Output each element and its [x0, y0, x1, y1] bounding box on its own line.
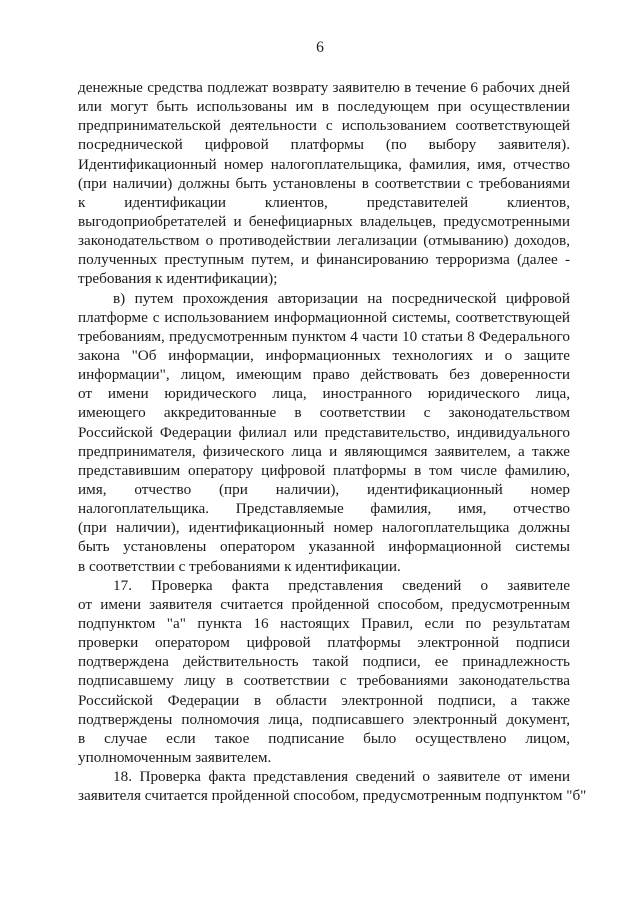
text-line: заявителя считается пройденной способом, предусмотренным подпунктом "б" — [78, 787, 587, 805]
text-line: подтверждены полномочия лица, подписавшего электронный документ, — [78, 710, 570, 728]
text-line: в соответствии с требованиями к идентификации. — [78, 557, 401, 575]
text-line: имя, отчество (при наличии), идентификационный номер — [78, 480, 570, 498]
text-line: или могут быть использованы им в последующем при осуществлении — [78, 98, 570, 116]
document-body — [78, 78, 587, 805]
text-line: (при наличии), идентификационный номер налогоплательщика должны — [78, 519, 570, 537]
text-line: выгодоприобретателей и бенефициарных владельцев, предусмотренными — [78, 212, 570, 230]
text-line: в случае если такое подписание было осуществлено лицом, — [78, 729, 570, 747]
text-line: требованиям, предусмотренным пунктом 4 части 10 статьи 8 Федерального — [78, 327, 570, 345]
text-line: проверки оператором цифровой платформы электронной подписи — [78, 634, 570, 652]
text-line: к идентификации клиентов, представителей клиентов, — [78, 193, 570, 211]
text-line: требования к идентификации); — [78, 270, 278, 288]
text-line: предпринимательской деятельности с использованием соответствующей — [78, 117, 570, 135]
text-line: Российской Федерации филиал или представительство, индивидуального — [78, 423, 570, 441]
text-line: полученных преступным путем, и финансированию терроризма (далее - — [78, 251, 570, 269]
text-line: налогоплательщика. Представляемые фамилия, имя, отчество — [78, 500, 570, 518]
text-line: денежные средства подлежат возврату заявителю в течение 6 рабочих дней — [78, 79, 570, 96]
text-line: посреднической цифровой платформы (по выбору заявителя). — [78, 136, 570, 154]
text-line: предпринимателя, физического лица и являющимся заявителем, а также — [78, 442, 570, 460]
text-line: информации", лицом, имеющим право действовать без доверенности — [78, 366, 570, 384]
text-line: имеющего аккредитованные в соответствии с законодательством — [78, 404, 570, 422]
text-line: в) путем прохождения авторизации на посреднической цифровой — [113, 289, 570, 307]
text-line: закона "Об информации, информационных технологиях и о защите — [78, 346, 570, 364]
text-line: представившим оператору цифровой платформы в том числе фамилию, — [78, 461, 570, 479]
page-number: 6 — [316, 39, 324, 56]
text-line: законодательством о противодействии легализации (отмыванию) доходов, — [78, 232, 570, 250]
text-line: подтверждена действительность такой подписи, ее принадлежность — [78, 653, 570, 671]
text-line: от имени заявителя считается пройденной способом, предусмотренным — [78, 595, 570, 613]
text-line: быть установлены оператором указанной информационной системы — [78, 538, 570, 556]
text-line: подписавшему лицу в соответствии с требованиями законодательства — [78, 672, 570, 690]
text-line: подпунктом "а" пункта 16 настоящих Правил, если по результатам — [78, 614, 570, 632]
text-line: Идентификационный номер налогоплательщика, фамилия, имя, отчество — [78, 155, 570, 173]
text-line: 17. Проверка факта представления сведений о заявителе — [113, 576, 570, 594]
text-line: уполномоченным заявителем. — [78, 748, 272, 766]
text-line: Российской Федерации в области электронной подписи, а также — [78, 691, 570, 709]
text-line: платформе с использованием информационной системы, соответствующей — [78, 308, 570, 326]
text-line: от имени юридического лица, иностранного юридического лица, — [78, 385, 570, 403]
text-line: 18. Проверка факта представления сведений о заявителе от имени — [113, 768, 570, 786]
text-line: (при наличии) должны быть установлены в соответствии с требованиями — [78, 174, 570, 192]
